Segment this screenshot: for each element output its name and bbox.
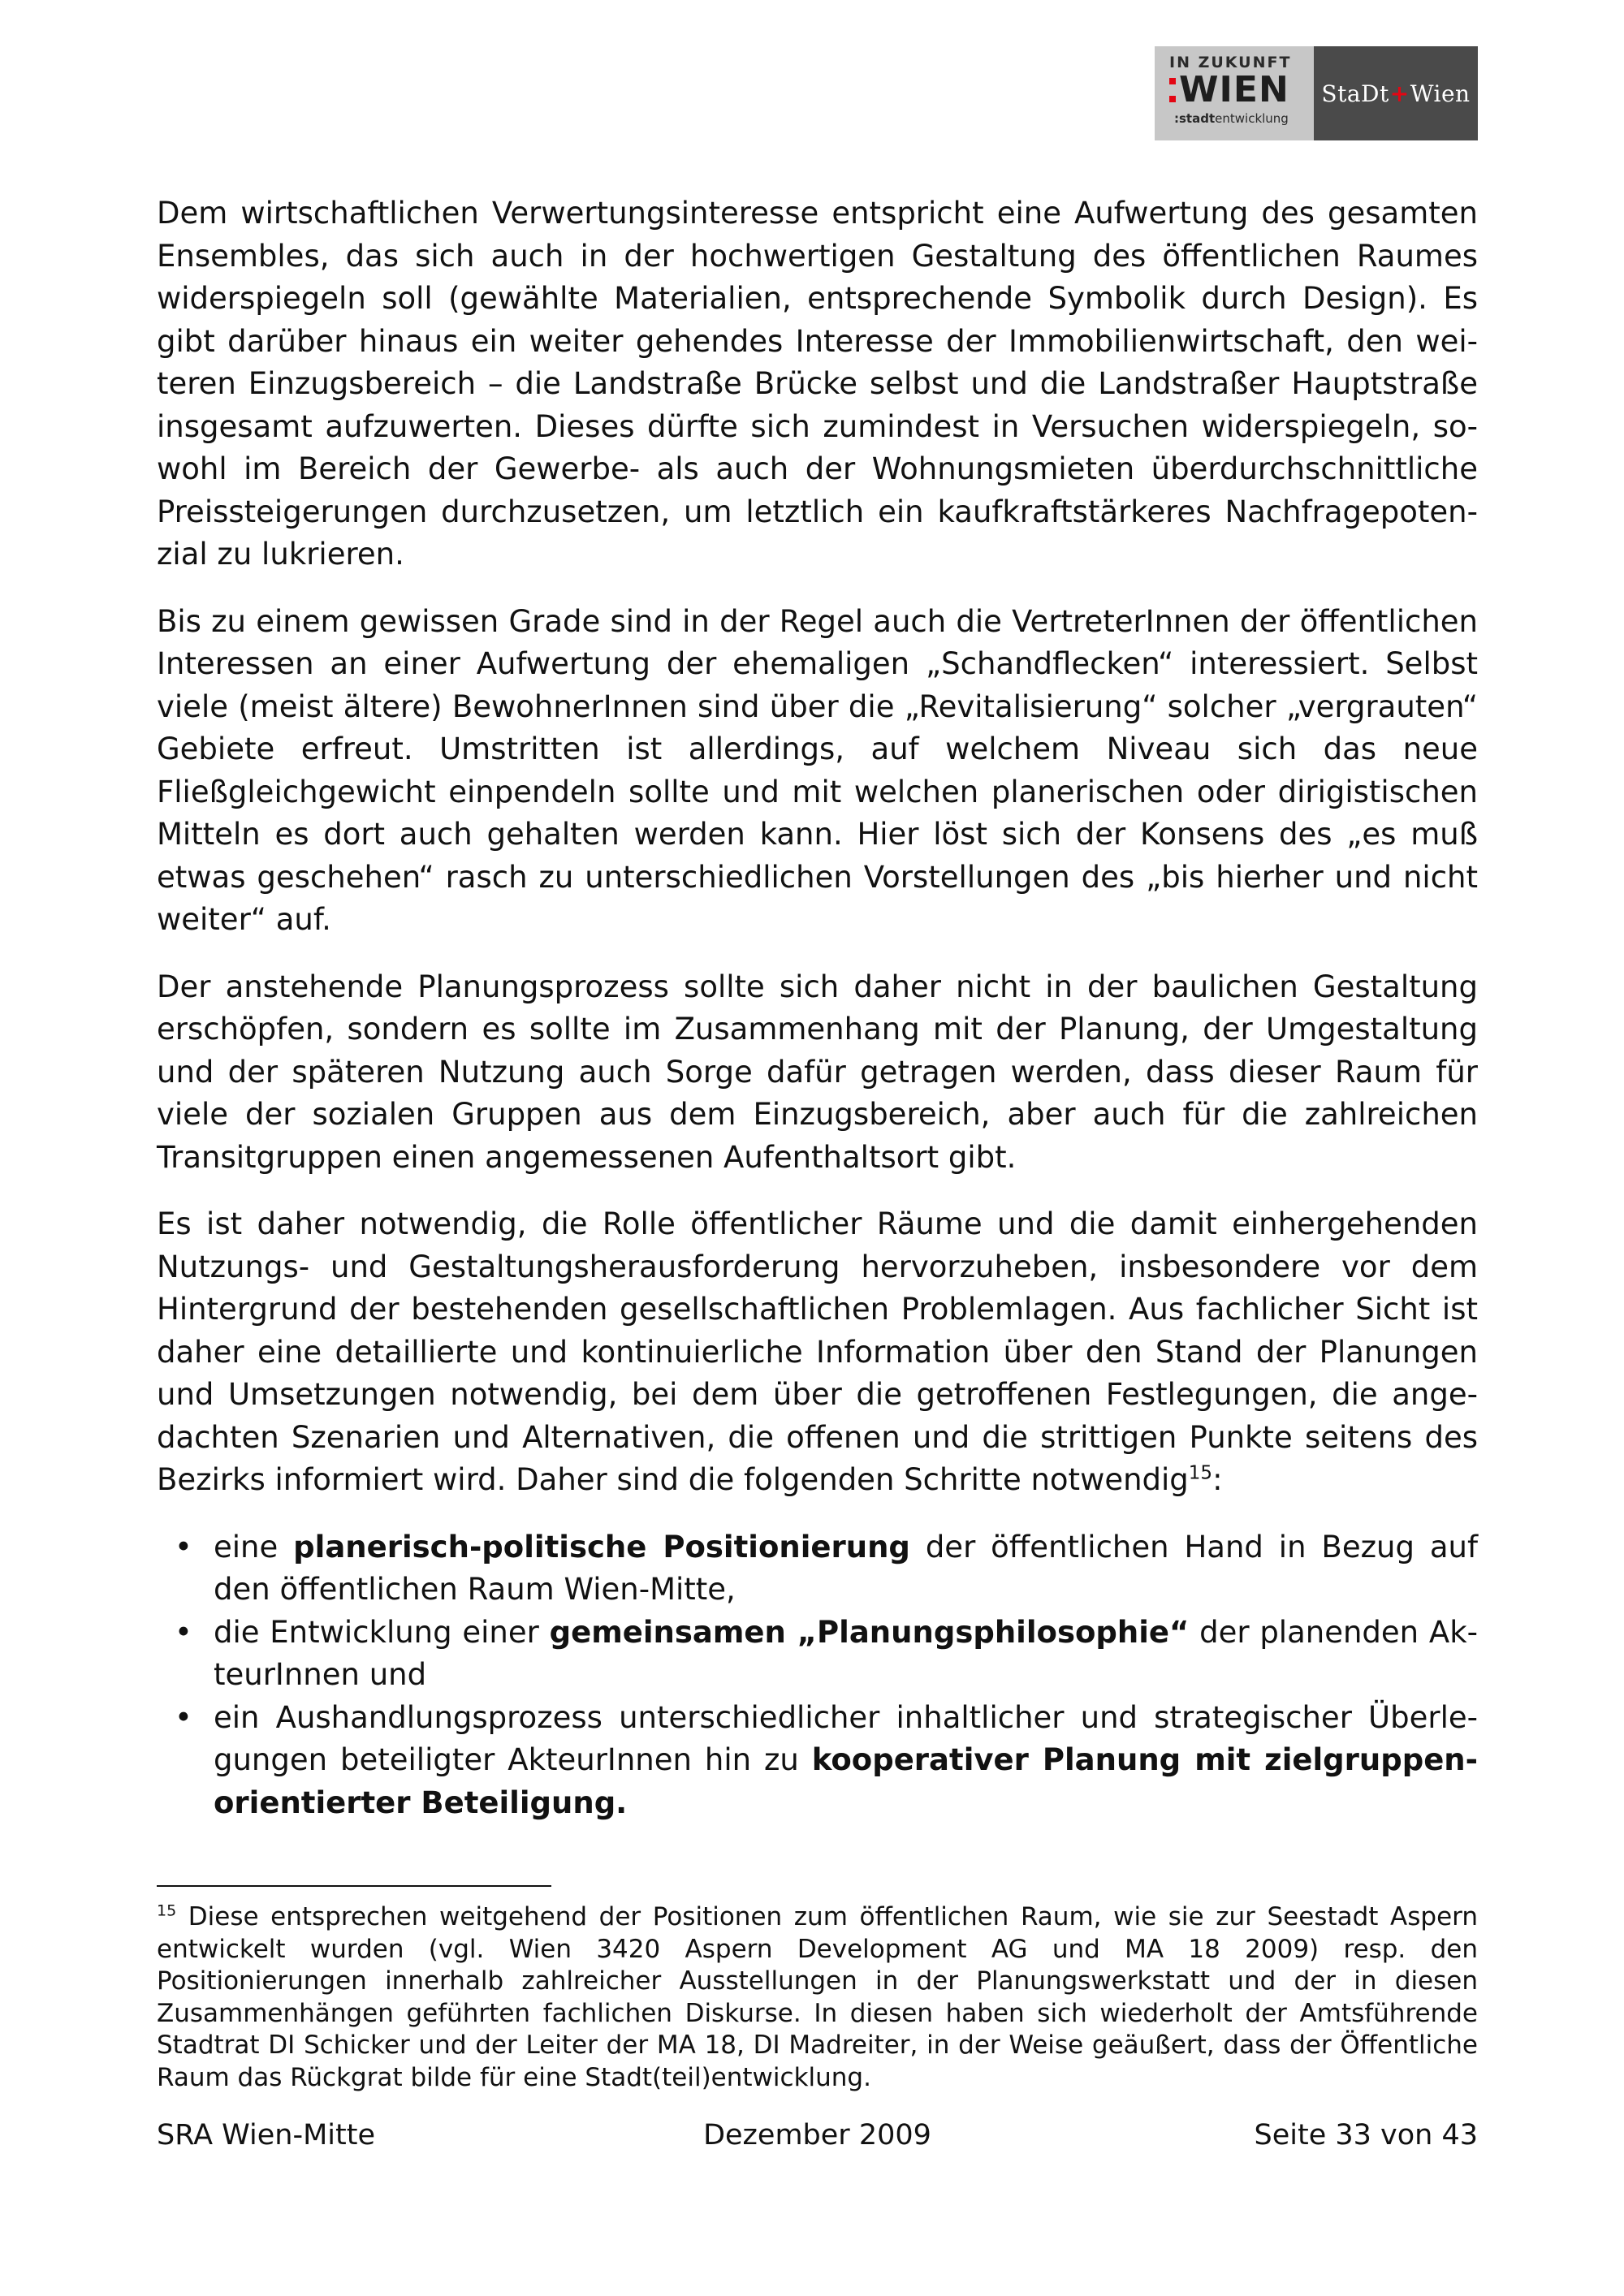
bullet-icon: • [175, 1529, 192, 1564]
list-item: • ein Aushandlungsprozess unterschiedlicher inhaltlicher und strategischer Überlegungen beteiligter AkteurInnen hin zu kooperativer Planung mit zielgruppenorientierter Beteiligung. [157, 1697, 1478, 1825]
bullet-icon: • [175, 1614, 192, 1650]
logo-cross-icon: + [1389, 80, 1410, 107]
bullet-icon: • [175, 1699, 192, 1735]
footer-date: Dezember 2009 [703, 2119, 931, 2151]
paragraph-3: Der anstehende Planungsprozess sollte sich daher nicht in der baulichen Gestaltung erschöpfen, sondern es sollte im Zusammenhang mit der Planung, der Umgestaltung und der späteren Nutzung auch Sorge dafür getragen werden, dass dieser Raum für viele der sozialen Gruppen aus dem Einzugsbereich, aber auch für die zahlreichen Transitgruppen einen angemessenen Aufenthaltsort gibt. [157, 969, 1478, 1175]
logo-sub-text: :stadtentwicklung [1174, 111, 1289, 126]
footnote-text: Diese entsprechen weitgehend der Positionen zum öffentlichen Raum, wie sie zur Seestadt Aspern entwickelt wurden (vgl. Wien 3420 Aspern Development AG und MA 18 2009) resp. den Positionierungen innerhalb zahlreicher Ausstellungen in der Planungswerkstatt und der in diesen Zusammenhängen geführten fachlichen Diskurse. In diesen haben sich wiederholt der Amtsführende Stadtrat DI Schicker und der Leiter der MA 18, DI Madreiter, in der Weise geäußert, dass der Öffentliche Raum das Rückgrat bilde für eine Stadt(teil)entwicklung. [157, 1902, 1478, 2092]
paragraph-4: Es ist daher notwendig, die Rolle öffentlicher Räume und die damit einhergehenden Nutzungs- und Gestaltungsherausforderung hervorzuheben, insbesondere vor dem Hintergrund der bestehenden gesellschaftlichen Problemlagen. Aus fachlicher Sicht ist daher eine detaillierte und kontinuierliche Information über den Stand der Planungen und Umsetzungen notwendig, bei dem über die getroffenen Festlegungen, die angedachten Szenarien und Alternativen, die offenen und die strittigen Punkte seitens des Bezirks informiert wird. Daher sind die folgenden Schritte notwendig$^{15}$: [157, 1206, 1478, 1497]
logo-stadtentwicklung [1155, 46, 1314, 140]
footnote-separator [157, 1885, 551, 1887]
footnote-reference[interactable]: 15 [1188, 1462, 1213, 1484]
steps-list [157, 1526, 1478, 1825]
footnote-15 [157, 1901, 1478, 2094]
paragraph-2: Bis zu einem gewissen Grade sind in der Regel auch die VertreterInnen der öffentlichen Interessen an einer Aufwertung der ehemaligen „Schandflecken“ interessiert. Selbst viele (meist ältere) BewohnerInnen sind über die „Revitalisierung“ solcher „vergrauten“ Gebiete erfreut. Umstritten ist allerdings, auf welchem Niveau sich das neue Fließgleichgewicht einpendeln sollte und mit welchen planerischen oder dirigistischen Mitteln es dort auch gehalten werden kann. Hier löst sich der Konsens des „es muß etwas geschehen“ rasch zu unterschiedlichen Vorstellungen des „bis hierher und nicht weiter“ auf. [157, 603, 1478, 937]
page-footer [157, 2115, 1478, 2156]
header-logo [1155, 46, 1478, 140]
logo-main-text: WIEN [1179, 69, 1289, 110]
main-body [157, 192, 1478, 1824]
footnote-number: 15 [157, 1901, 177, 1920]
logo-stadt-wien: StaDt + Wien [1314, 46, 1478, 140]
logo-main-row [1169, 69, 1314, 110]
footer-page-number: Seite 33 von 43 [1254, 2119, 1478, 2151]
list-item: • eine planerisch-politische Positionierung der öffentlichen Hand in Bezug auf den öffentlichen Raum Wien-Mitte, [157, 1526, 1478, 1612]
logo-colon-mark [1169, 78, 1176, 102]
list-item: • die Entwicklung einer gemeinsamen „Planungsphilosophie“ der planenden AkteurInnen und [157, 1612, 1478, 1697]
footer-document-title: SRA Wien-Mitte [157, 2119, 375, 2151]
paragraph-1: Dem wirtschaftlichen Verwertungsinteresse entspricht eine Aufwertung des gesamten Ensembles, das sich auch in der hochwertigen Gestaltung des öffentlichen Raumes widerspiegeln soll (gewählte Materialien, entsprechende Symbolik durch Design). Es gibt darüber hinaus ein weiter gehendes Interesse der Immobilienwirtschaft, den weiteren Einzugsbereich – die Landstraße Brücke selbst und die Landstraßer Hauptstraße insgesamt aufzuwerten. Dieses dürfte sich zumindest in Versuchen widerspiegeln, sowohl im Bereich der Gewerbe- als auch der Wohnungsmieten überdurchschnittliche Preissteigerungen durchzusetzen, um letztlich ein kaufkraftstärkeres Nachfragepotenzial zu lukrieren. [157, 196, 1478, 572]
logo-top-text: IN ZUKUNFT [1169, 54, 1292, 71]
